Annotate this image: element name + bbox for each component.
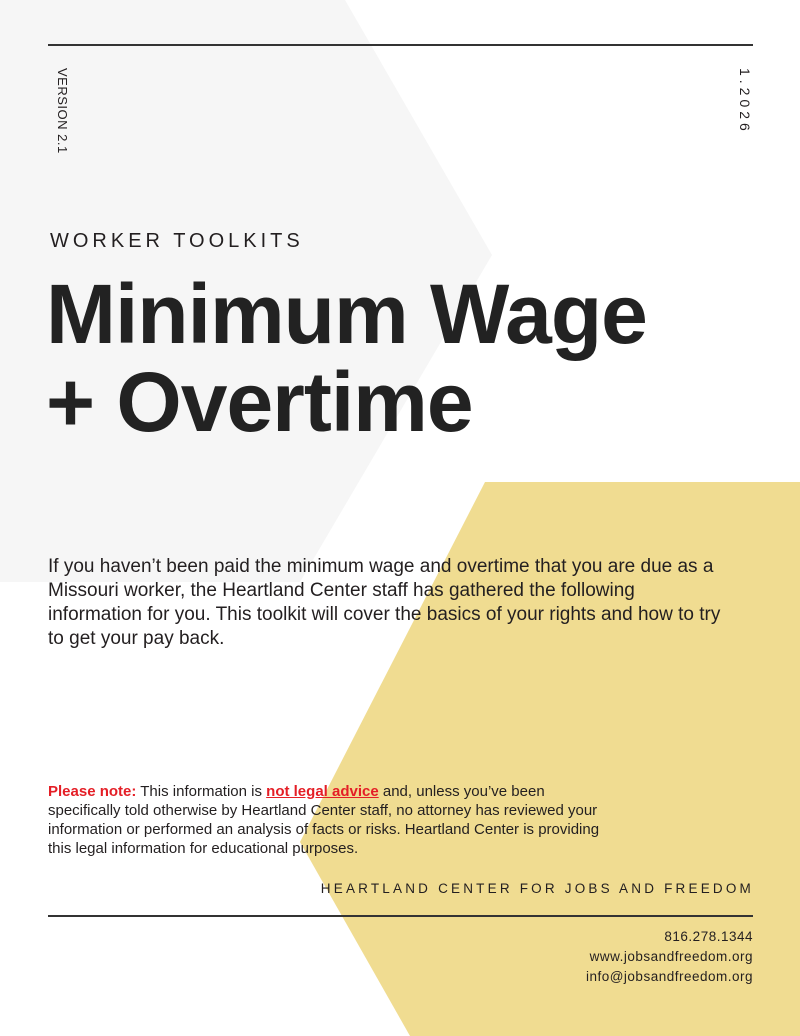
intro-paragraph: If you haven’t been paid the minimum wage and overtime that you are due as a Missouri worker, the Heartland Center staff has gathered the following information for you. This toolkit will cover the basics of your rights and how to try to get your pay back.: [48, 556, 721, 649]
note-label: Please note:: [48, 783, 137, 800]
email-link[interactable]: info@jobsandfreedom.org: [585, 969, 753, 984]
page-title: [46, 267, 647, 449]
title-line-1: Minimum Wage: [46, 267, 647, 361]
note-emphasis: not legal advice: [266, 783, 379, 800]
note-text-before: This information is: [136, 783, 267, 800]
title-line-2: + Overtime: [46, 355, 473, 449]
website-link[interactable]: www.jobsandfreedom.org: [589, 949, 753, 964]
note-text-after: and, unless you’ve been specifically told otherwise by Heartland Center staff, no attorney has reviewed your information or performed an analysis of facts or risks. Heartland Center is providing this legal information for educational purposes.: [48, 783, 600, 857]
version-label: VERSION 2.1: [55, 68, 70, 154]
top-rule: [48, 44, 753, 46]
phone-number: 816.278.1344: [664, 929, 753, 944]
date-label: 1.2026: [737, 68, 753, 135]
legal-note: [48, 782, 618, 858]
contact-block: [586, 927, 753, 987]
eyebrow-label: WORKER TOOLKITS: [50, 230, 304, 252]
bottom-rule: [48, 915, 753, 917]
organization-name: HEARTLAND CENTER FOR JOBS AND FREEDOM: [320, 881, 754, 896]
